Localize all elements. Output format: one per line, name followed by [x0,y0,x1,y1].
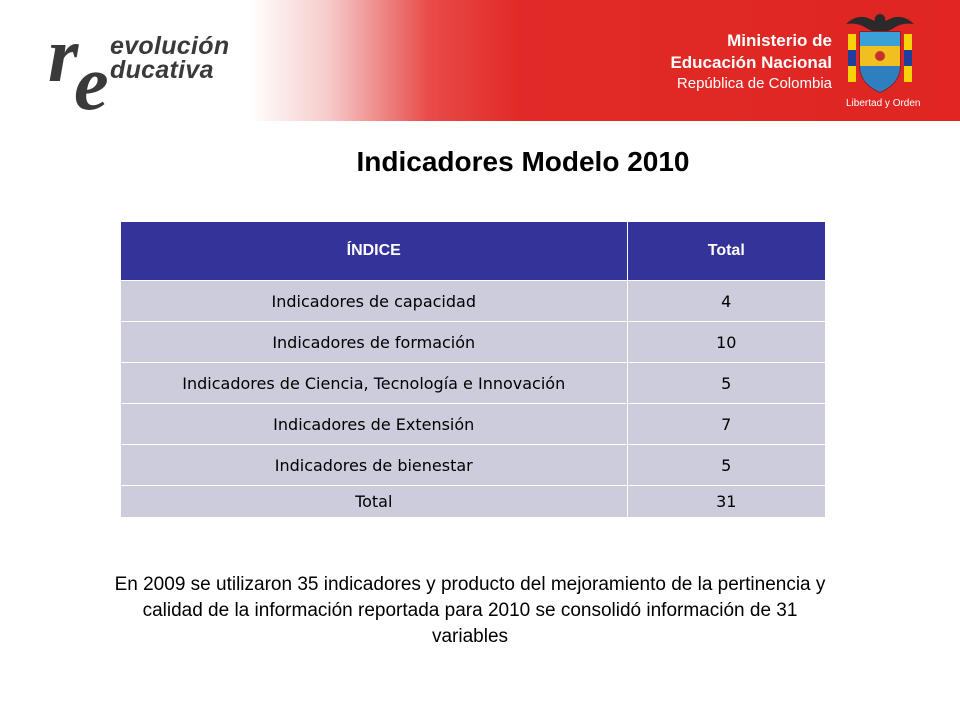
cell-indice: Indicadores de formación [121,322,627,363]
colombia-coat-of-arms-icon [842,12,918,96]
cell-total: 4 [627,281,825,322]
table-total-row [121,486,825,518]
cell-indice: Indicadores de bienestar [121,445,627,486]
ministry-name [668,30,832,94]
revolucion-educativa-logo [48,11,248,126]
cell-total: 7 [627,404,825,445]
cell-total: 10 [627,322,825,363]
column-header-total: Total [627,222,825,281]
cell-total: 5 [627,445,825,486]
header-banner [0,0,960,126]
table-row [121,322,825,363]
cell-indice: Indicadores de capacidad [121,281,627,322]
column-header-indice: ÍNDICE [121,222,627,281]
cell-indice: Indicadores de Extensión [121,404,627,445]
summary-paragraph: En 2009 se utilizaron 35 indicadores y producto del mejoramiento de la pertinencia y calidad de la información reportada para 2010 se consolidó información de 31 variables [114,574,826,647]
table-row [121,363,825,404]
ministry-line2: Educación Nacional [670,53,832,72]
page-title: Indicadores Modelo 2010 [356,146,690,177]
table-header-row [121,222,825,281]
logo-text-line1: evolución [110,32,230,60]
table-row [121,404,825,445]
logo-letter-e: e [74,39,109,126]
ministry-line1: Ministerio de [727,31,832,50]
logo-text-line2: ducativa [110,56,214,84]
table-row [121,445,825,486]
cell-total: 5 [627,363,825,404]
motto-text: Libertad y Orden [846,98,921,109]
table-row [121,281,825,322]
cell-total: 31 [627,486,825,518]
indicators-table [121,222,825,517]
cell-indice: Indicadores de Ciencia, Tecnología e Innovación [121,363,627,404]
ministry-line3: República de Colombia [676,75,832,92]
logo-letter-r: r [48,11,79,98]
cell-indice: Total [121,486,627,518]
